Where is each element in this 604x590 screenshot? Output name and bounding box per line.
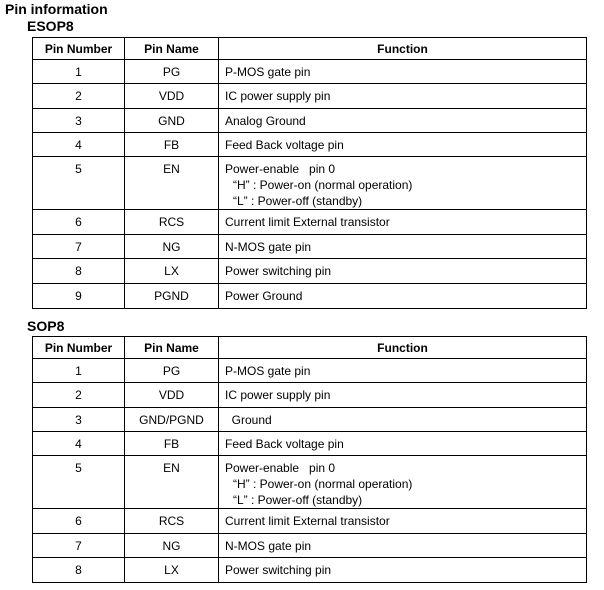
pin-number-cell: 6 (33, 210, 125, 235)
pin-function-cell (219, 60, 587, 84)
pin-name-cell: GND/PGND (125, 408, 219, 432)
pin-function-cell (219, 534, 587, 558)
pin-number-cell: 5 (33, 157, 125, 210)
pin-number-cell: 3 (33, 408, 125, 432)
pin-name-cell: RCS (125, 210, 219, 235)
function-text-line: “L” : Power-off (standby) (233, 493, 363, 507)
function-text-line: Power-enable pin 0 (225, 461, 336, 475)
function-text-line: IC power supply pin (225, 89, 331, 103)
pin-name-cell: PGND (125, 284, 219, 309)
table-row (33, 84, 587, 109)
table-row (33, 284, 587, 309)
table-row (33, 456, 587, 509)
pin-function-cell (219, 210, 587, 235)
pin-number-cell: 8 (33, 259, 125, 284)
pin-function-cell (219, 133, 587, 157)
pin-name-cell: EN (125, 157, 219, 210)
function-text-line: Analog Ground (225, 114, 306, 128)
table-row (33, 60, 587, 84)
column-header-function: Function (219, 38, 587, 60)
pin-name-cell: NG (125, 534, 219, 558)
pin-function-cell (219, 235, 587, 259)
function-text-line: P-MOS gate pin (225, 364, 311, 378)
function-text-line: P-MOS gate pin (225, 65, 311, 79)
pin-function-cell (219, 359, 587, 383)
pin-name-cell: PG (125, 60, 219, 84)
pin-number-cell: 8 (33, 558, 125, 583)
pin-number-cell: 4 (33, 133, 125, 157)
pin-number-cell: 9 (33, 284, 125, 309)
pin-number-cell: 2 (33, 84, 125, 109)
table-row (33, 235, 587, 259)
function-text-line: Feed Back voltage pin (225, 437, 344, 451)
function-text-line: “H” : Power-on (normal operation) (233, 178, 413, 192)
pin-name-cell: NG (125, 235, 219, 259)
function-text-line: Power switching pin (225, 264, 332, 278)
function-text-line: Power-enable pin 0 (225, 162, 336, 176)
pin-function-cell (219, 157, 587, 210)
pin-number-cell: 6 (33, 509, 125, 534)
table-header-row (33, 337, 587, 359)
function-text-line: Power Ground (225, 289, 303, 303)
table-row (33, 558, 587, 583)
function-text-line: Power switching pin (225, 563, 332, 577)
pin-function-cell (219, 456, 587, 509)
table-row (33, 359, 587, 383)
pin-number-cell: 7 (33, 534, 125, 558)
table-row (33, 157, 587, 210)
column-header-function: Function (219, 337, 587, 359)
pin-name-cell: VDD (125, 383, 219, 408)
table-row (33, 432, 587, 456)
column-header-pin-name: Pin Name (125, 38, 219, 60)
pin-function-cell (219, 84, 587, 109)
esop8-pin-table (32, 37, 587, 309)
pin-name-cell: EN (125, 456, 219, 509)
pin-function-cell (219, 558, 587, 583)
pin-name-cell: RCS (125, 509, 219, 534)
pin-function-cell (219, 383, 587, 408)
table-row (33, 509, 587, 534)
function-text-line: Current limit External transistor (225, 514, 390, 528)
column-header-pin-number: Pin Number (33, 38, 125, 60)
pin-function-cell (219, 284, 587, 309)
pin-function-cell (219, 509, 587, 534)
function-text-line: N-MOS gate pin (225, 240, 312, 254)
table-row (33, 259, 587, 284)
table-row (33, 133, 587, 157)
sop8-title: SOP8 (27, 318, 65, 334)
pin-name-cell: VDD (125, 84, 219, 109)
pin-function-cell (219, 432, 587, 456)
pin-name-cell: LX (125, 259, 219, 284)
pin-function-cell (219, 259, 587, 284)
table-row (33, 210, 587, 235)
pin-number-cell: 5 (33, 456, 125, 509)
function-text-line: N-MOS gate pin (225, 539, 312, 553)
pin-name-cell: FB (125, 133, 219, 157)
esop8-title: ESOP8 (27, 18, 74, 34)
pin-number-cell: 3 (33, 109, 125, 133)
pin-number-cell: 1 (33, 359, 125, 383)
function-text-line: Ground (225, 413, 272, 427)
sop8-pin-table (32, 336, 587, 583)
function-text-line: “L” : Power-off (standby) (233, 194, 363, 208)
function-text-line: “H” : Power-on (normal operation) (233, 477, 413, 491)
function-text-line: Feed Back voltage pin (225, 138, 344, 152)
pin-number-cell: 1 (33, 60, 125, 84)
pin-function-cell (219, 408, 587, 432)
pin-number-cell: 4 (33, 432, 125, 456)
pin-number-cell: 7 (33, 235, 125, 259)
table-row (33, 109, 587, 133)
function-text-line: Current limit External transistor (225, 215, 390, 229)
pin-number-cell: 2 (33, 383, 125, 408)
pin-name-cell: PG (125, 359, 219, 383)
column-header-pin-name: Pin Name (125, 337, 219, 359)
pin-function-cell (219, 109, 587, 133)
pin-name-cell: LX (125, 558, 219, 583)
column-header-pin-number: Pin Number (33, 337, 125, 359)
table-row (33, 534, 587, 558)
table-header-row (33, 38, 587, 60)
pin-name-cell: FB (125, 432, 219, 456)
pin-name-cell: GND (125, 109, 219, 133)
table-row (33, 383, 587, 408)
page-title: Pin information (5, 1, 108, 17)
table-row (33, 408, 587, 432)
function-text-line: IC power supply pin (225, 388, 331, 402)
